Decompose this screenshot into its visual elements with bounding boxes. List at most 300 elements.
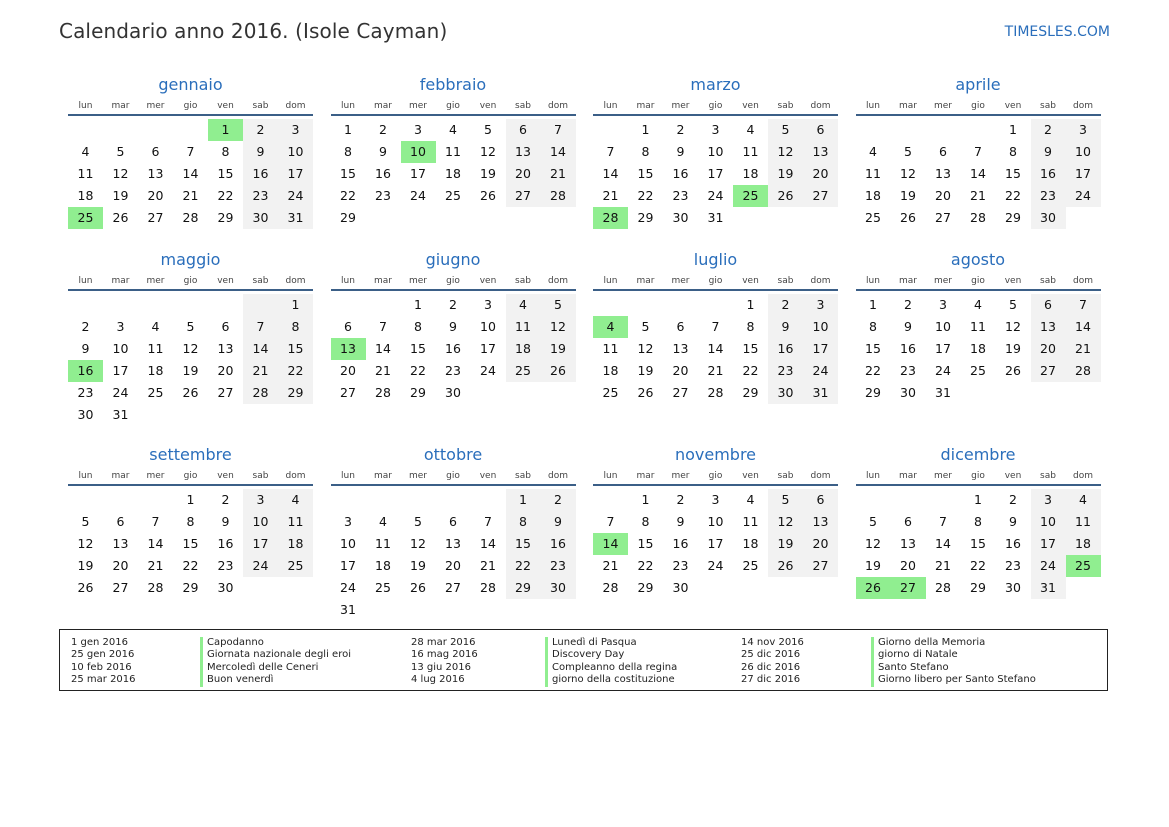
day-cell: 19 bbox=[182, 363, 199, 378]
day-cell: 19 bbox=[77, 558, 94, 573]
day-cell: 23 bbox=[445, 363, 461, 378]
legend-date: 26 dic 2016 bbox=[741, 661, 801, 673]
weekday-label: mer bbox=[933, 101, 952, 111]
empty-cell bbox=[891, 489, 926, 511]
day-cell: 16 bbox=[768, 338, 803, 360]
day-cell: 18 bbox=[602, 363, 619, 378]
day-cell: 26 bbox=[900, 210, 916, 225]
day-cell: 10 bbox=[707, 514, 724, 529]
weekday-label: ven bbox=[1004, 471, 1022, 481]
day-cell: 3 bbox=[803, 294, 838, 316]
day-cell: 7 bbox=[151, 514, 160, 529]
day-cell: 12 bbox=[1005, 319, 1021, 334]
day-cell: 17 bbox=[707, 536, 724, 551]
day-cell: 2 bbox=[243, 119, 278, 141]
holiday-day-cell: 1 bbox=[208, 119, 243, 141]
day-cell: 3 bbox=[116, 319, 125, 334]
weekday-label: mer bbox=[146, 101, 165, 111]
day-cell: 3 bbox=[711, 492, 720, 507]
month-giugno bbox=[331, 249, 576, 404]
day-cell: 22 bbox=[637, 188, 654, 203]
day-cell: 20 bbox=[147, 188, 164, 203]
day-cell: 23 bbox=[1031, 185, 1066, 207]
day-cell: 12 bbox=[637, 341, 654, 356]
day-cell: 27 bbox=[112, 580, 129, 595]
day-cell: 7 bbox=[939, 514, 947, 529]
empty-cell bbox=[103, 294, 138, 316]
weekday-header bbox=[331, 469, 576, 483]
weekday-label: gio bbox=[971, 471, 985, 481]
empty-cell bbox=[698, 294, 733, 316]
day-cell: 1 bbox=[641, 492, 650, 507]
weekday-label: lun bbox=[603, 101, 618, 111]
holiday-day-cell: 25 bbox=[1066, 555, 1101, 577]
day-cell: 23 bbox=[217, 558, 234, 573]
day-cell: 30 bbox=[1005, 580, 1021, 595]
empty-cell bbox=[593, 294, 628, 316]
day-cell: 15 bbox=[410, 341, 426, 356]
legend-dates-column bbox=[741, 637, 804, 687]
day-cell: 24 bbox=[935, 363, 951, 378]
day-cell: 3 bbox=[939, 297, 947, 312]
day-cell: 2 bbox=[676, 492, 685, 507]
weekday-label: mar bbox=[111, 276, 130, 286]
weekday-label: mer bbox=[671, 471, 690, 481]
legend-dates-column bbox=[411, 637, 478, 687]
day-cell: 30 bbox=[217, 580, 234, 595]
month-name: maggio bbox=[160, 250, 221, 269]
weekday-label: mar bbox=[899, 276, 917, 286]
day-cell: 8 bbox=[414, 319, 422, 334]
day-cell: 12 bbox=[480, 144, 496, 159]
day-cell: 7 bbox=[1066, 294, 1101, 316]
weekday-label: dom bbox=[810, 471, 831, 481]
weekday-label: dom bbox=[810, 276, 831, 286]
day-cell: 2 bbox=[541, 489, 576, 511]
day-cell: 21 bbox=[935, 558, 951, 573]
day-cell: 7 bbox=[541, 119, 576, 141]
legend-holiday-name: Discovery Day bbox=[545, 649, 677, 661]
day-cell: 25 bbox=[278, 555, 313, 577]
day-cell: 21 bbox=[970, 188, 986, 203]
day-cell: 1 bbox=[344, 122, 352, 137]
day-cell: 3 bbox=[278, 119, 313, 141]
day-cell: 17 bbox=[278, 163, 313, 185]
day-cell: 13 bbox=[147, 166, 164, 181]
weekday-header bbox=[856, 469, 1101, 483]
day-cell: 9 bbox=[1009, 514, 1017, 529]
legend-holiday-name: Giorno libero per Santo Stefano bbox=[871, 674, 1036, 686]
day-cell: 27 bbox=[217, 385, 234, 400]
day-cell: 18 bbox=[278, 533, 313, 555]
weekday-label: lun bbox=[78, 276, 93, 286]
day-cell: 29 bbox=[970, 580, 986, 595]
day-cell: 11 bbox=[1066, 511, 1101, 533]
header-divider bbox=[331, 484, 576, 486]
empty-cell bbox=[243, 294, 278, 316]
day-cell: 20 bbox=[672, 363, 689, 378]
weekday-label: ven bbox=[217, 101, 234, 111]
day-cell: 4 bbox=[81, 144, 90, 159]
empty-cell bbox=[593, 489, 628, 511]
day-cell: 25 bbox=[445, 188, 461, 203]
day-cell: 21 bbox=[602, 558, 619, 573]
day-cell: 16 bbox=[243, 163, 278, 185]
day-cell: 8 bbox=[1009, 144, 1017, 159]
day-cell: 28 bbox=[480, 580, 496, 595]
day-cell: 3 bbox=[711, 122, 720, 137]
weekday-label: lun bbox=[603, 276, 618, 286]
day-cell: 10 bbox=[707, 144, 724, 159]
legend-holiday-name: Capodanno bbox=[200, 637, 351, 649]
day-cell: 21 bbox=[243, 360, 278, 382]
day-cell: 10 bbox=[112, 341, 129, 356]
empty-cell bbox=[961, 119, 996, 141]
month-dicembre bbox=[856, 444, 1101, 599]
day-cell: 18 bbox=[865, 188, 881, 203]
day-cell: 20 bbox=[803, 163, 838, 185]
day-cell: 1 bbox=[746, 297, 755, 312]
legend-holiday-name: Giornata nazionale degli eroi bbox=[200, 649, 351, 661]
legend-holiday-name: Santo Stefano bbox=[871, 662, 1036, 674]
day-cell: 8 bbox=[186, 514, 195, 529]
day-cell: 26 bbox=[768, 555, 803, 577]
day-cell: 23 bbox=[672, 558, 689, 573]
holiday-day-cell: 10 bbox=[401, 141, 436, 163]
day-cell: 9 bbox=[81, 341, 90, 356]
weekday-label: ven bbox=[742, 471, 759, 481]
day-cell: 2 bbox=[676, 122, 685, 137]
day-cell: 3 bbox=[243, 489, 278, 511]
legend-date: 4 lug 2016 bbox=[411, 674, 465, 686]
day-cell: 31 bbox=[112, 407, 129, 422]
weekday-header bbox=[593, 274, 838, 288]
day-cell: 9 bbox=[1031, 141, 1066, 163]
day-cell: 24 bbox=[278, 185, 313, 207]
weekday-label: ven bbox=[742, 276, 759, 286]
day-cell: 3 bbox=[1066, 119, 1101, 141]
day-cell: 30 bbox=[445, 385, 461, 400]
weekday-label: lun bbox=[866, 276, 880, 286]
day-cell: 10 bbox=[803, 316, 838, 338]
day-cell: 16 bbox=[672, 166, 689, 181]
day-cell: 18 bbox=[1066, 533, 1101, 555]
weekday-label: gio bbox=[183, 471, 198, 481]
legend-holiday-name: Mercoledì delle Ceneri bbox=[200, 662, 351, 674]
day-cell: 3 bbox=[344, 514, 352, 529]
day-cell: 8 bbox=[344, 144, 352, 159]
day-cell: 1 bbox=[506, 489, 541, 511]
weekday-label: sab bbox=[1040, 101, 1056, 111]
month-name: gennaio bbox=[158, 75, 223, 94]
legend-holiday-name: Giorno della Memoria bbox=[871, 637, 1036, 649]
day-cell: 20 bbox=[506, 163, 541, 185]
day-cell: 25 bbox=[865, 210, 881, 225]
day-cell: 14 bbox=[147, 536, 164, 551]
day-cell: 1 bbox=[278, 294, 313, 316]
day-grid bbox=[331, 119, 576, 229]
holiday-day-cell: 26 bbox=[856, 577, 891, 599]
day-cell: 14 bbox=[970, 166, 986, 181]
day-cell: 15 bbox=[340, 166, 356, 181]
day-cell: 26 bbox=[112, 210, 129, 225]
empty-cell bbox=[103, 119, 138, 141]
day-cell: 19 bbox=[900, 188, 916, 203]
weekday-label: sab bbox=[252, 276, 269, 286]
weekday-label: dom bbox=[1073, 276, 1093, 286]
holiday-day-cell: 4 bbox=[593, 316, 628, 338]
day-cell: 17 bbox=[1066, 163, 1101, 185]
weekday-label: mer bbox=[933, 471, 952, 481]
weekday-label: sab bbox=[777, 276, 794, 286]
day-cell: 24 bbox=[243, 555, 278, 577]
weekday-label: lun bbox=[341, 276, 355, 286]
day-cell: 17 bbox=[410, 166, 426, 181]
holiday-day-cell: 16 bbox=[68, 360, 103, 382]
day-cell: 18 bbox=[506, 338, 541, 360]
day-cell: 10 bbox=[243, 511, 278, 533]
day-cell: 8 bbox=[869, 319, 877, 334]
month-name: febbraio bbox=[419, 75, 487, 94]
day-cell: 23 bbox=[541, 555, 576, 577]
day-cell: 7 bbox=[711, 319, 720, 334]
day-cell: 16 bbox=[541, 533, 576, 555]
header-divider bbox=[856, 484, 1101, 486]
day-cell: 20 bbox=[217, 363, 234, 378]
weekday-label: mer bbox=[146, 471, 165, 481]
day-cell: 29 bbox=[865, 385, 881, 400]
day-cell: 18 bbox=[742, 536, 759, 551]
weekday-label: mar bbox=[899, 471, 917, 481]
day-cell: 29 bbox=[340, 210, 356, 225]
legend-date: 14 nov 2016 bbox=[741, 637, 804, 648]
day-cell: 19 bbox=[480, 166, 496, 181]
day-cell: 1 bbox=[1009, 122, 1017, 137]
weekday-label: sab bbox=[1040, 471, 1056, 481]
day-cell: 31 bbox=[278, 207, 313, 229]
empty-cell bbox=[208, 294, 243, 316]
day-cell: 29 bbox=[217, 210, 234, 225]
weekday-label: gio bbox=[708, 101, 723, 111]
legend-holiday-name: giorno della costituzione bbox=[545, 674, 677, 686]
day-cell: 26 bbox=[541, 360, 576, 382]
header-divider bbox=[331, 289, 576, 291]
month-name: aprile bbox=[955, 75, 1001, 94]
legend-date: 13 giu 2016 bbox=[411, 661, 471, 673]
day-cell: 9 bbox=[904, 319, 912, 334]
day-cell: 28 bbox=[1066, 360, 1101, 382]
day-cell: 13 bbox=[1031, 316, 1066, 338]
day-cell: 28 bbox=[243, 382, 278, 404]
day-cell: 11 bbox=[970, 319, 986, 334]
weekday-label: lun bbox=[603, 471, 618, 481]
day-cell: 18 bbox=[375, 558, 391, 573]
weekday-label: mer bbox=[671, 276, 690, 286]
weekday-label: ven bbox=[479, 471, 497, 481]
day-cell: 15 bbox=[637, 536, 654, 551]
day-cell: 11 bbox=[506, 316, 541, 338]
day-cell: 11 bbox=[742, 514, 759, 529]
legend-date: 16 mag 2016 bbox=[411, 649, 478, 661]
day-cell: 5 bbox=[81, 514, 90, 529]
holiday-day-cell: 14 bbox=[593, 533, 628, 555]
header-divider bbox=[593, 289, 838, 291]
holiday-day-cell: 13 bbox=[331, 338, 366, 360]
day-cell: 15 bbox=[742, 341, 759, 356]
weekday-label: mer bbox=[671, 101, 690, 111]
day-cell: 11 bbox=[602, 341, 619, 356]
empty-cell bbox=[628, 294, 663, 316]
day-cell: 26 bbox=[410, 580, 426, 595]
day-cell: 14 bbox=[602, 166, 619, 181]
weekday-label: ven bbox=[1004, 101, 1022, 111]
header-divider bbox=[331, 114, 576, 116]
empty-cell bbox=[401, 489, 436, 511]
day-cell: 17 bbox=[340, 558, 356, 573]
legend-date: 25 mar 2016 bbox=[71, 674, 136, 686]
weekday-label: ven bbox=[1004, 276, 1022, 286]
day-cell: 22 bbox=[637, 558, 654, 573]
day-cell: 7 bbox=[186, 144, 195, 159]
weekday-label: ven bbox=[479, 276, 497, 286]
day-cell: 14 bbox=[375, 341, 391, 356]
day-cell: 12 bbox=[768, 141, 803, 163]
day-cell: 24 bbox=[112, 385, 129, 400]
day-cell: 28 bbox=[541, 185, 576, 207]
day-cell: 27 bbox=[445, 580, 461, 595]
empty-cell bbox=[138, 119, 173, 141]
weekday-header bbox=[68, 99, 313, 113]
day-cell: 4 bbox=[449, 122, 457, 137]
day-cell: 11 bbox=[865, 166, 881, 181]
day-cell: 12 bbox=[900, 166, 916, 181]
day-cell: 30 bbox=[1031, 207, 1066, 229]
day-cell: 4 bbox=[379, 514, 387, 529]
day-cell: 23 bbox=[243, 185, 278, 207]
empty-cell bbox=[331, 294, 366, 316]
day-cell: 2 bbox=[768, 294, 803, 316]
day-cell: 30 bbox=[672, 210, 689, 225]
month-novembre bbox=[593, 444, 838, 599]
day-cell: 2 bbox=[221, 492, 230, 507]
day-cell: 6 bbox=[151, 144, 160, 159]
day-cell: 14 bbox=[707, 341, 724, 356]
day-cell: 20 bbox=[935, 188, 951, 203]
day-cell: 13 bbox=[935, 166, 951, 181]
legend-holiday-name: Buon venerdì bbox=[200, 674, 351, 686]
day-cell: 24 bbox=[1031, 555, 1066, 577]
day-cell: 15 bbox=[637, 166, 654, 181]
day-cell: 8 bbox=[221, 144, 230, 159]
legend-holiday-name: Lunedì di Pasqua bbox=[545, 637, 677, 649]
day-cell: 18 bbox=[445, 166, 461, 181]
day-cell: 26 bbox=[77, 580, 94, 595]
month-settembre bbox=[68, 444, 313, 599]
day-cell: 12 bbox=[768, 511, 803, 533]
empty-cell bbox=[173, 294, 208, 316]
day-cell: 4 bbox=[974, 297, 982, 312]
day-cell: 23 bbox=[375, 188, 391, 203]
day-cell: 7 bbox=[974, 144, 982, 159]
header-divider bbox=[68, 289, 313, 291]
day-cell: 15 bbox=[1005, 166, 1021, 181]
day-cell: 17 bbox=[1031, 533, 1066, 555]
day-grid bbox=[856, 294, 1101, 404]
weekday-label: sab bbox=[515, 471, 531, 481]
day-cell: 4 bbox=[151, 319, 160, 334]
weekday-label: lun bbox=[341, 471, 355, 481]
legend-names-column bbox=[200, 637, 351, 687]
day-cell: 29 bbox=[742, 385, 759, 400]
day-cell: 22 bbox=[865, 363, 881, 378]
weekday-label: ven bbox=[479, 101, 497, 111]
weekday-label: lun bbox=[341, 101, 355, 111]
day-cell: 6 bbox=[939, 144, 947, 159]
day-cell: 11 bbox=[147, 341, 164, 356]
day-cell: 24 bbox=[707, 558, 724, 573]
empty-cell bbox=[471, 489, 506, 511]
day-cell: 15 bbox=[217, 166, 234, 181]
day-cell: 12 bbox=[410, 536, 426, 551]
day-cell: 18 bbox=[77, 188, 94, 203]
day-cell: 14 bbox=[243, 338, 278, 360]
weekday-label: gio bbox=[446, 471, 460, 481]
day-cell: 12 bbox=[541, 316, 576, 338]
day-cell: 25 bbox=[506, 360, 541, 382]
month-marzo bbox=[593, 74, 838, 229]
weekday-label: mar bbox=[636, 101, 655, 111]
day-cell: 13 bbox=[445, 536, 461, 551]
day-cell: 5 bbox=[768, 119, 803, 141]
weekday-label: gio bbox=[446, 276, 460, 286]
day-cell: 13 bbox=[900, 536, 916, 551]
day-cell: 4 bbox=[746, 492, 755, 507]
day-cell: 12 bbox=[865, 536, 881, 551]
day-cell: 29 bbox=[637, 210, 654, 225]
day-cell: 14 bbox=[1066, 316, 1101, 338]
day-cell: 2 bbox=[81, 319, 90, 334]
day-cell: 24 bbox=[480, 363, 496, 378]
day-cell: 27 bbox=[935, 210, 951, 225]
weekday-label: mar bbox=[111, 471, 130, 481]
day-cell: 13 bbox=[803, 141, 838, 163]
day-cell: 25 bbox=[147, 385, 164, 400]
empty-cell bbox=[926, 489, 961, 511]
day-cell: 5 bbox=[186, 319, 195, 334]
day-cell: 5 bbox=[414, 514, 422, 529]
day-cell: 10 bbox=[480, 319, 496, 334]
site-link[interactable]: TIMESLES.COM bbox=[1004, 24, 1110, 40]
day-cell: 5 bbox=[484, 122, 492, 137]
day-cell: 19 bbox=[410, 558, 426, 573]
day-cell: 13 bbox=[112, 536, 129, 551]
day-cell: 20 bbox=[445, 558, 461, 573]
weekday-label: dom bbox=[285, 471, 306, 481]
day-cell: 8 bbox=[641, 144, 650, 159]
day-cell: 4 bbox=[746, 122, 755, 137]
day-cell: 24 bbox=[1066, 185, 1101, 207]
day-cell: 2 bbox=[1009, 492, 1017, 507]
day-cell: 1 bbox=[869, 297, 877, 312]
day-cell: 24 bbox=[803, 360, 838, 382]
empty-cell bbox=[856, 489, 891, 511]
legend-names-column bbox=[545, 637, 677, 687]
day-cell: 19 bbox=[541, 338, 576, 360]
day-cell: 27 bbox=[803, 555, 838, 577]
day-grid bbox=[856, 489, 1101, 599]
weekday-label: sab bbox=[252, 471, 269, 481]
weekday-label: sab bbox=[777, 101, 794, 111]
